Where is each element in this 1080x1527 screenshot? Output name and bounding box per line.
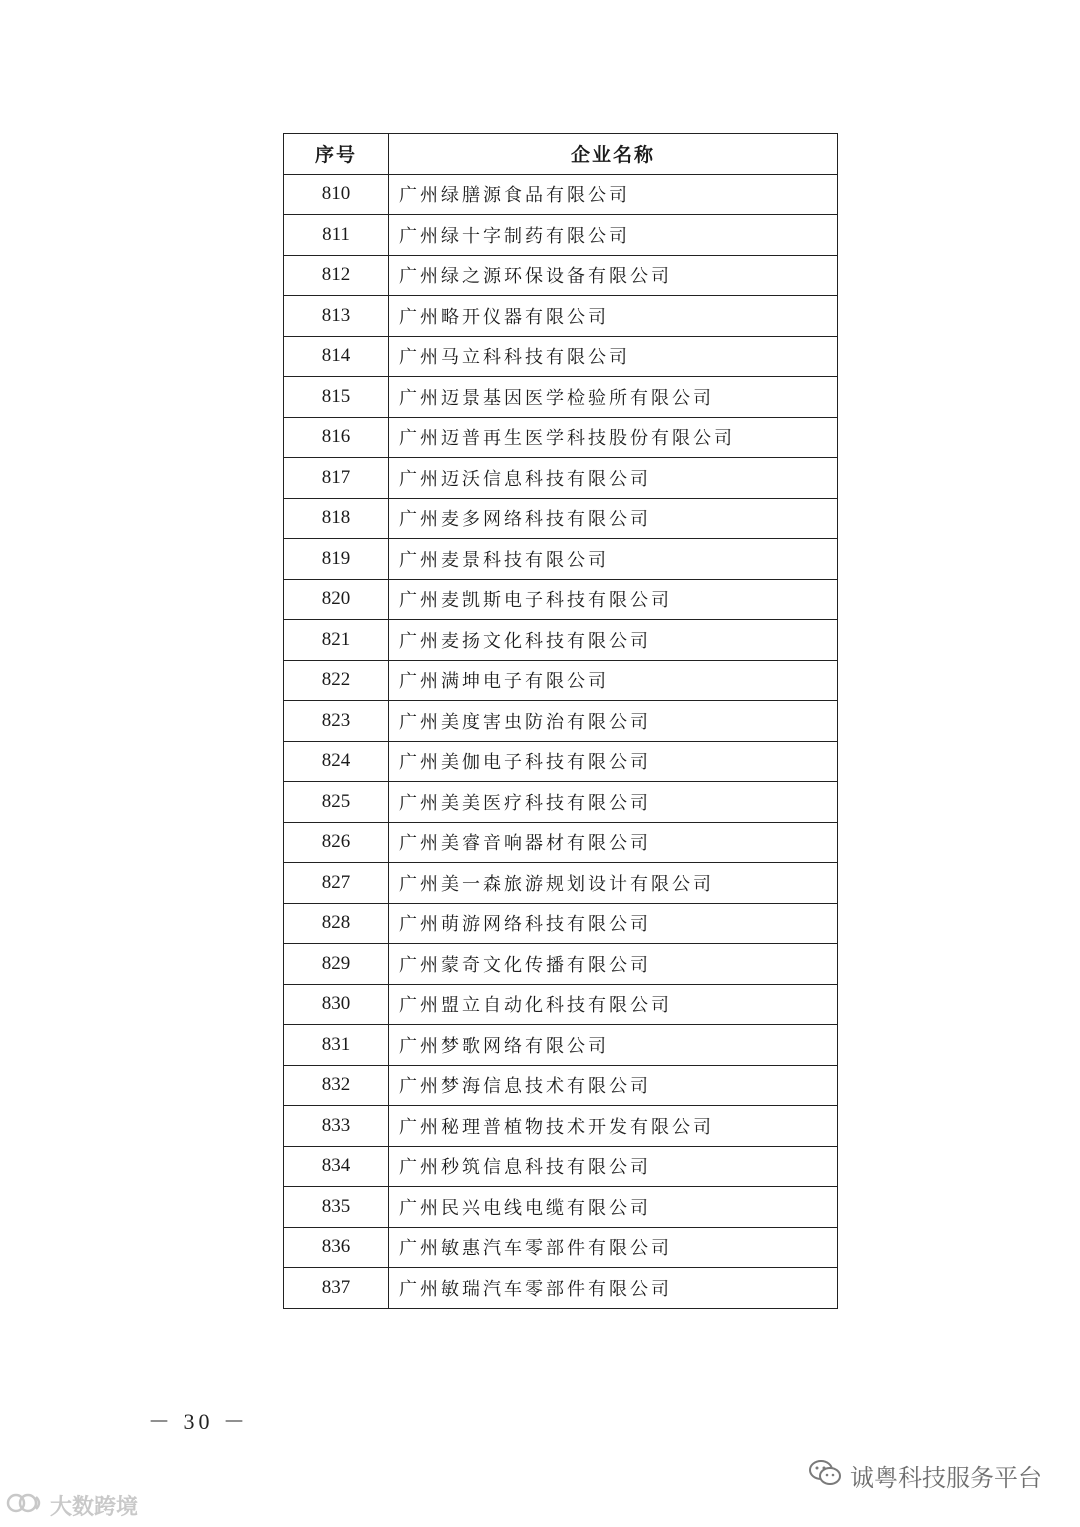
table-row [284, 498, 838, 539]
row-number: 836 [284, 1227, 389, 1268]
company-name: 广州萌游网络科技有限公司 [389, 903, 838, 944]
header-company-name: 企业名称 [389, 134, 838, 175]
row-number: 829 [284, 944, 389, 985]
row-number: 811 [284, 215, 389, 256]
row-number: 814 [284, 336, 389, 377]
table-row [284, 458, 838, 499]
row-number: 835 [284, 1187, 389, 1228]
company-name: 广州民兴电线电缆有限公司 [389, 1187, 838, 1228]
company-name: 广州略开仪器有限公司 [389, 296, 838, 337]
row-number: 812 [284, 255, 389, 296]
watermark-wechat [808, 1458, 1042, 1493]
watermark-right-text: 诚粤科技服务平台 [850, 1464, 1042, 1492]
company-name: 广州秘理普植物技术开发有限公司 [389, 1106, 838, 1147]
row-number: 821 [284, 620, 389, 661]
company-name: 广州美一森旅游规划设计有限公司 [389, 863, 838, 904]
row-number: 822 [284, 660, 389, 701]
company-name: 广州梦歌网络有限公司 [389, 1025, 838, 1066]
row-number: 834 [284, 1146, 389, 1187]
company-name: 广州美伽电子科技有限公司 [389, 741, 838, 782]
company-name: 广州梦海信息技术有限公司 [389, 1065, 838, 1106]
company-name: 广州迈景基因医学检验所有限公司 [389, 377, 838, 418]
row-number: 820 [284, 579, 389, 620]
table-row [284, 174, 838, 215]
table-row [284, 701, 838, 742]
table-row [284, 984, 838, 1025]
company-name: 广州绿十字制药有限公司 [389, 215, 838, 256]
table-row [284, 579, 838, 620]
header-number: 序号 [284, 134, 389, 175]
row-number: 824 [284, 741, 389, 782]
watermark-left-text: 大数跨境 [50, 1495, 139, 1520]
logo-icon [6, 1491, 46, 1521]
row-number: 827 [284, 863, 389, 904]
row-number: 830 [284, 984, 389, 1025]
table-row [284, 1146, 838, 1187]
company-name: 广州麦凯斯电子科技有限公司 [389, 579, 838, 620]
company-name: 广州麦扬文化科技有限公司 [389, 620, 838, 661]
row-number: 831 [284, 1025, 389, 1066]
table-row [284, 296, 838, 337]
company-name: 广州盟立自动化科技有限公司 [389, 984, 838, 1025]
watermark-logo [6, 1490, 138, 1521]
row-number: 823 [284, 701, 389, 742]
table-row [284, 620, 838, 661]
company-name: 广州美睿音响器材有限公司 [389, 822, 838, 863]
row-number: 833 [284, 1106, 389, 1147]
table-row [284, 863, 838, 904]
company-name: 广州马立科科技有限公司 [389, 336, 838, 377]
row-number: 832 [284, 1065, 389, 1106]
row-number: 810 [284, 174, 389, 215]
table-row [284, 944, 838, 985]
row-number: 818 [284, 498, 389, 539]
table-row [284, 1187, 838, 1228]
table-row [284, 1106, 838, 1147]
row-number: 813 [284, 296, 389, 337]
company-name: 广州迈沃信息科技有限公司 [389, 458, 838, 499]
row-number: 837 [284, 1268, 389, 1309]
company-name: 广州敏惠汽车零部件有限公司 [389, 1227, 838, 1268]
company-name: 广州秒筑信息科技有限公司 [389, 1146, 838, 1187]
table-body [284, 174, 838, 1308]
company-name: 广州麦多网络科技有限公司 [389, 498, 838, 539]
table-row [284, 417, 838, 458]
table-row [284, 1065, 838, 1106]
table-row [284, 539, 838, 580]
table-row [284, 660, 838, 701]
wechat-icon [808, 1459, 842, 1493]
company-name: 广州蒙奇文化传播有限公司 [389, 944, 838, 985]
table-row [284, 822, 838, 863]
table-row [284, 336, 838, 377]
row-number: 826 [284, 822, 389, 863]
table-row [284, 782, 838, 823]
company-name: 广州绿膳源食品有限公司 [389, 174, 838, 215]
row-number: 816 [284, 417, 389, 458]
company-name: 广州绿之源环保设备有限公司 [389, 255, 838, 296]
table-header-row [284, 134, 838, 175]
page-number: － 30 － [148, 1409, 250, 1434]
company-name: 广州美美医疗科技有限公司 [389, 782, 838, 823]
company-name: 广州敏瑞汽车零部件有限公司 [389, 1268, 838, 1309]
table-row [284, 1227, 838, 1268]
table-row [284, 903, 838, 944]
company-name: 广州满坤电子有限公司 [389, 660, 838, 701]
company-name: 广州迈普再生医学科技股份有限公司 [389, 417, 838, 458]
row-number: 828 [284, 903, 389, 944]
table-row [284, 255, 838, 296]
table-row [284, 741, 838, 782]
company-name: 广州美度害虫防治有限公司 [389, 701, 838, 742]
table-row [284, 1268, 838, 1309]
row-number: 819 [284, 539, 389, 580]
company-name: 广州麦景科技有限公司 [389, 539, 838, 580]
row-number: 825 [284, 782, 389, 823]
row-number: 817 [284, 458, 389, 499]
table-row [284, 377, 838, 418]
row-number: 815 [284, 377, 389, 418]
table-row [284, 1025, 838, 1066]
company-table [283, 133, 838, 1309]
table-row [284, 215, 838, 256]
